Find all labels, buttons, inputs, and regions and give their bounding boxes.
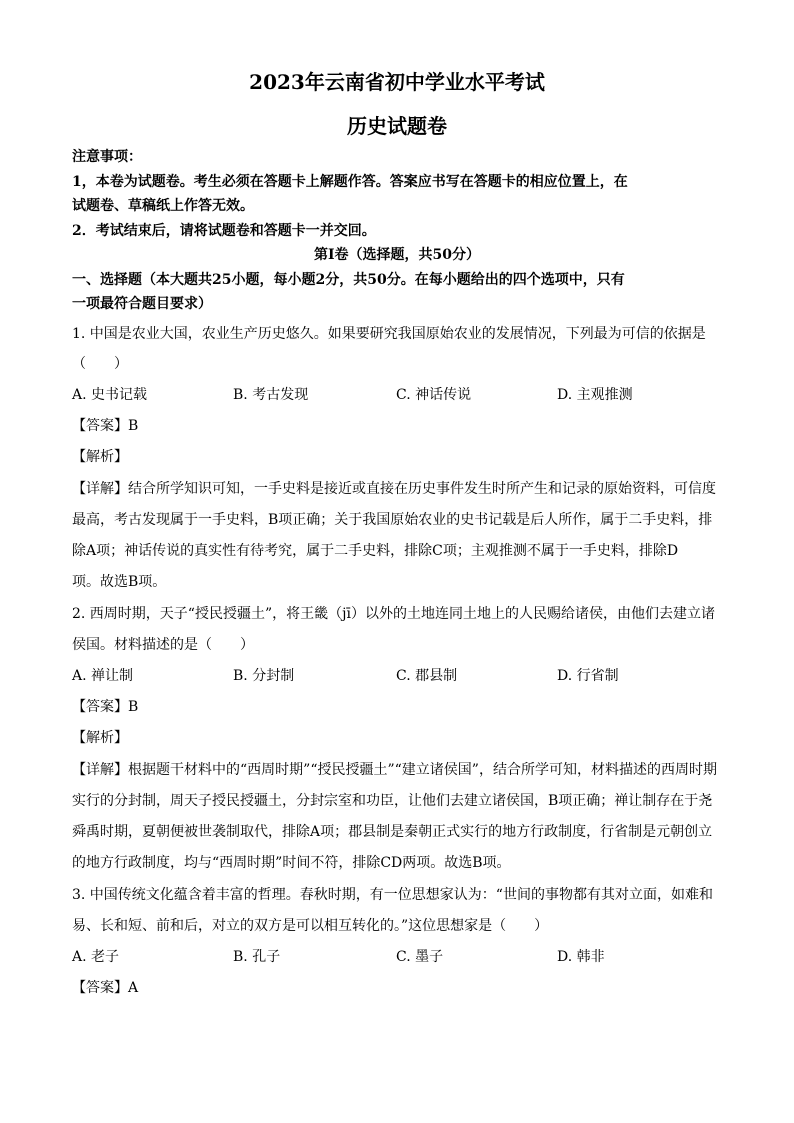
question-2-option-b: B. 分封制 <box>233 668 295 684</box>
question-2-option-a: A. 禅让制 <box>72 668 134 684</box>
question-1-option-c: C. 神话传说 <box>396 387 472 403</box>
part-title: 第Ⅰ卷（选择题，共50分） <box>313 247 481 263</box>
question-2-answer: 【答案】B <box>72 699 139 715</box>
notice-line-3: 2．考试结束后，请将试题卷和答题卡一并交回。 <box>72 223 376 239</box>
question-3-option-d: D. 韩非 <box>557 949 605 965</box>
question-3-answer: 【答案】A <box>72 980 139 996</box>
question-3-option-c: C. 墨子 <box>396 949 444 965</box>
section-heading-line-1: 一、选择题（本大题共25小题，每小题2分，共50分。在每小题给出的四个选项中，只有 <box>72 272 625 288</box>
exam-subtitle: 历史试题卷 <box>347 114 447 138</box>
question-2-stem-line-2: 侯国。材料描述的是（ ） <box>72 637 254 653</box>
notice-heading: 注意事项： <box>72 149 142 165</box>
question-3-stem-line-2: 易、长和短、前和后，对立的双方是可以相互转化的。”这位思想家是（ ） <box>72 918 549 934</box>
exam-title: 2023年云南省初中学业水平考试 <box>249 70 545 94</box>
question-1-detail-line-2: 最高，考古发现属于一手史料，B项正确；关于我国原始农业的史书记载是后人所作，属于二手史料，排 <box>72 512 713 528</box>
question-1-detail-line-1: 【详解】结合所学知识可知，一手史料是接近或直接在历史事件发生时所产生和记录的原始资料，可信度 <box>72 481 716 497</box>
question-1-option-d: D. 主观推测 <box>557 387 633 403</box>
question-1-detail-line-3: 除A项；神话传说的真实性有待考究，属于二手史料，排除C项；主观推测不属于一手史料，排除D <box>72 543 679 559</box>
question-2-analysis-label: 【解析】 <box>72 730 128 746</box>
question-1-stem-line-2: （ ） <box>72 356 128 372</box>
question-1-option-a: A. 史书记载 <box>72 387 148 403</box>
question-1-detail-line-4: 项。故选B项。 <box>72 574 167 590</box>
question-2-detail-line-4: 的地方行政制度，均与“西周时期”时间不符，排除CD两项。故选B项。 <box>72 855 511 871</box>
question-2-stem-line-1: 2. 西周时期，天子“授民授疆土”，将王畿（jī）以外的土地连同土地上的人民赐给诸侯，由他们去建立诸 <box>72 606 715 622</box>
question-3-stem-line-1: 3. 中国传统文化蕴含着丰富的哲理。春秋时期，有一位思想家认为：“世间的事物都有其对立面，如难和 <box>72 887 713 903</box>
question-1-analysis-label: 【解析】 <box>72 449 128 465</box>
question-3-option-b: B. 孔子 <box>233 949 281 965</box>
question-1-stem-line-1: 1. 中国是农业大国，农业生产历史悠久。如果要研究我国原始农业的发展情况，下列最为可信的依据是 <box>72 326 706 342</box>
notice-line-1: 1，本卷为试题卷。考生必须在答题卡上解题作答。答案应书写在答题卡的相应位置上，在 <box>72 174 628 190</box>
notice-line-2: 试题卷、草稿纸上作答无效。 <box>72 198 254 214</box>
question-2-detail-line-1: 【详解】根据题干材料中的“西周时期”“授民授疆土”“建立诸侯国”，结合所学可知，材料描述的西周时期 <box>72 762 717 778</box>
question-2-detail-line-2: 实行的分封制，周天子授民授疆土，分封宗室和功臣，让他们去建立诸侯国，B项正确；禅让制存在于尧 <box>72 793 713 809</box>
question-2-option-d: D. 行省制 <box>557 668 619 684</box>
question-2-option-c: C. 郡县制 <box>396 668 458 684</box>
question-1-option-b: B. 考古发现 <box>233 387 309 403</box>
question-2-detail-line-3: 舜禹时期，夏朝便被世袭制取代，排除A项；郡县制是秦朝正式实行的地方行政制度，行省制是元朝创立 <box>72 824 713 840</box>
question-3-option-a: A. 老子 <box>72 949 120 965</box>
section-heading-line-2: 一项最符合题目要求） <box>72 296 212 312</box>
question-1-answer: 【答案】B <box>72 418 139 434</box>
